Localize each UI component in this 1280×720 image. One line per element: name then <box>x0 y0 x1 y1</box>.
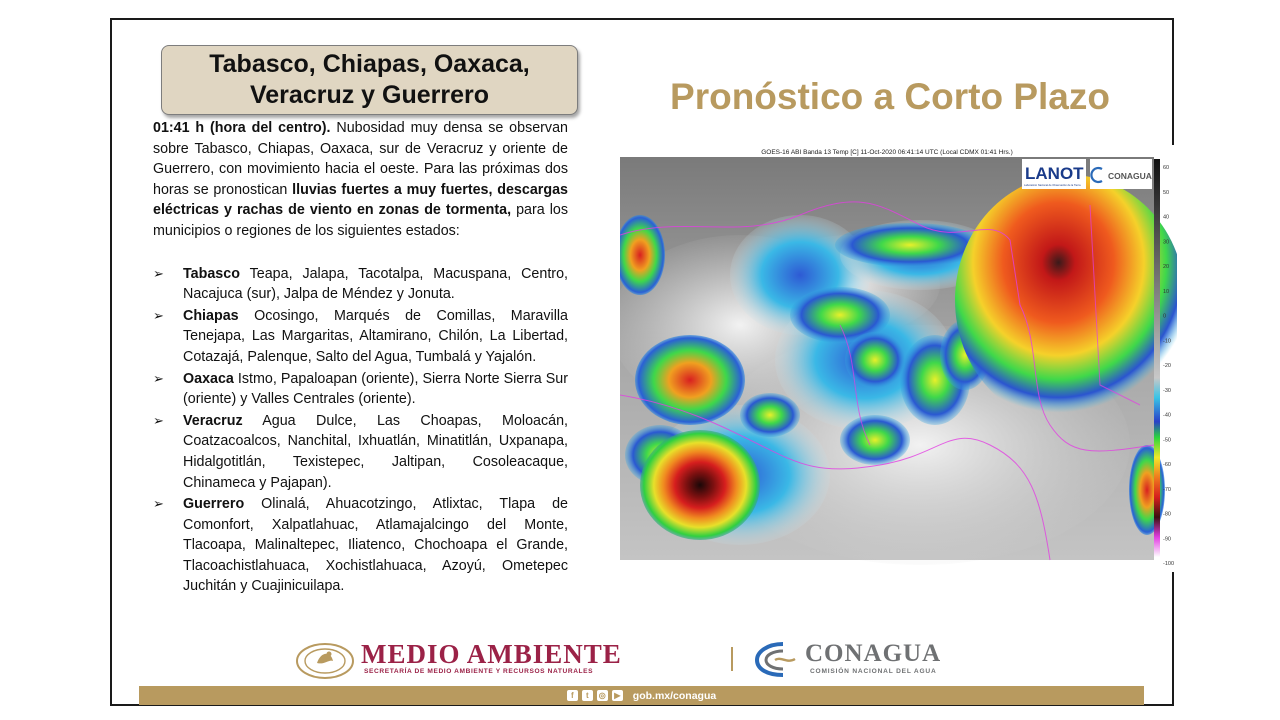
main-title: Pronóstico a Corto Plazo <box>670 76 1110 117</box>
state-municipalities: Teapa, Jalapa, Tacotalpa, Macuspana, Centro, Nacajuca (sur), Jalpa de Méndez y Jonuta. <box>183 265 568 303</box>
state-municipalities: Olinalá, Ahuacotzingo, Atlixtac, Tlapa de Comonfort, Xalpatlahuac, Atlamajalcingo del Monte, Tlacoapa, Malinaltepec, Iliatenco, Chochoapa el Grande, Tlacoachistlahuaca, Xochistlahuaca, Azoyú, Ometepec Juchitán y Cuajinicuilapa. <box>183 496 568 595</box>
list-item <box>153 306 568 368</box>
scale-tick-label: 0 <box>1163 313 1167 320</box>
footer-logos <box>290 637 990 681</box>
scale-tick-label: -10 <box>1163 338 1171 345</box>
intro-text-1: Nubosidad muy densa se observan sobre Tabasco, Chiapas, Oaxaca, sur de Veracruz y oriente de Guerrero, con movimiento hacia el oeste. Para las próximas dos horas se pronostican <box>153 120 568 198</box>
conagua-sat-label: CONAGUA <box>1108 171 1152 181</box>
satellite-header: GOES-16 ABI Banda 13 Temp [C] 11-Oct-2020 06:41:14 UTC (Local CDMX 01:41 Hrs.) <box>761 149 1013 156</box>
storm-core <box>640 430 760 540</box>
lanot-label: LANOT <box>1025 164 1084 183</box>
scale-tick-label: -90 <box>1163 536 1171 543</box>
storm-cell <box>635 335 745 425</box>
instagram-icon[interactable]: ◎ <box>597 690 608 701</box>
list-item <box>153 411 568 493</box>
conagua-logo-icon <box>753 640 801 678</box>
satellite-image <box>620 145 1177 572</box>
medio-ambiente-logo: MEDIO AMBIENTE <box>361 639 622 669</box>
state-municipalities: Ocosingo, Marqués de Comillas, Maravilla Tenejapa, Las Margaritas, Altamirano, Chilón, La Libertad, Cotazajá, Palenque, Salto del Agua, Tumbalá y Yajalón. <box>183 307 568 365</box>
scale-tick-label: -70 <box>1163 486 1171 493</box>
list-item <box>153 369 568 410</box>
states-list <box>153 264 568 598</box>
scale-tick-label: -30 <box>1163 387 1171 394</box>
arrow-bullet-icon: ➢ <box>153 307 164 323</box>
state-municipalities: Istmo, Papaloapan (oriente), Sierra Norte Sierra Sur (oriente) y Valles Centrales (oriente). <box>183 370 568 408</box>
facebook-icon[interactable]: f <box>567 690 578 701</box>
state-municipalities: Agua Dulce, Las Choapas, Moloacán, Coatzacoalcos, Nanchital, Ixhuatlán, Minatitlán, Uxpanapa, Hidalgotitlán, Texistepec, Jaltipan, Cosoleacaque, Chinameca y Pajapan). <box>183 412 568 491</box>
arrow-bullet-icon: ➢ <box>153 412 164 428</box>
scale-tick-label: 10 <box>1163 288 1170 295</box>
storm-cell <box>840 415 910 465</box>
arrow-bullet-icon: ➢ <box>153 265 164 281</box>
scale-tick-label: -20 <box>1163 363 1171 369</box>
state-name: Tabasco <box>183 265 240 282</box>
scale-tick-label: 60 <box>1163 165 1170 171</box>
scale-tick-label: 40 <box>1163 214 1170 221</box>
state-name: Oaxaca <box>183 370 234 387</box>
intro-bold: lluvias fuertes a muy fuertes, descargas eléctricas y rachas de viento en zonas de tormenta, <box>153 181 568 219</box>
list-item <box>153 494 568 597</box>
scale-tick-label: -100 <box>1163 561 1175 567</box>
state-name: Guerrero <box>183 496 245 513</box>
intro-paragraph <box>153 118 568 242</box>
scale-tick-label: 30 <box>1163 239 1170 246</box>
scale-tick-label: -80 <box>1163 511 1171 518</box>
list-item <box>153 264 568 305</box>
scale-tick-label: -40 <box>1163 412 1171 419</box>
region-title-box <box>161 45 578 115</box>
semarnat-subtitle: SECRETARÍA DE MEDIO AMBIENTE Y RECURSOS NATURALES <box>364 668 594 675</box>
storm-cell <box>740 393 800 437</box>
twitter-icon[interactable]: t <box>582 690 593 701</box>
scale-tick-label: -50 <box>1163 437 1171 444</box>
arrow-bullet-icon: ➢ <box>153 496 164 512</box>
state-name: Chiapas <box>183 307 239 324</box>
state-name: Veracruz <box>183 412 243 429</box>
coat-of-arms-icon <box>293 639 357 679</box>
footer-bar <box>139 686 1144 705</box>
scale-tick-label: 50 <box>1163 189 1170 196</box>
scale-tick-label: 20 <box>1163 264 1170 270</box>
arrow-bullet-icon: ➢ <box>153 370 164 386</box>
logo-divider <box>731 647 733 671</box>
youtube-icon[interactable]: ▶ <box>612 690 623 701</box>
storm-core <box>955 175 1177 425</box>
temperature-scale-bar <box>1154 159 1160 557</box>
intro-time: 01:41 h (hora del centro). <box>153 120 331 136</box>
intro-text-2: para los municipios o regiones de los siguientes estados: <box>153 202 568 239</box>
conagua-logo: CONAGUA <box>805 640 942 667</box>
region-title: Tabasco, Chiapas, Oaxaca, Veracruz y Guerrero <box>209 50 530 109</box>
conagua-subtitle: COMISIÓN NACIONAL DEL AGUA <box>810 668 937 675</box>
lanot-sub: Laboratorio Nacional de Observación de la Tierra <box>1024 184 1081 187</box>
forecast-text <box>153 118 568 598</box>
footer-url-link[interactable]: gob.mx/conagua <box>632 689 717 702</box>
scale-tick-label: -60 <box>1163 462 1171 468</box>
